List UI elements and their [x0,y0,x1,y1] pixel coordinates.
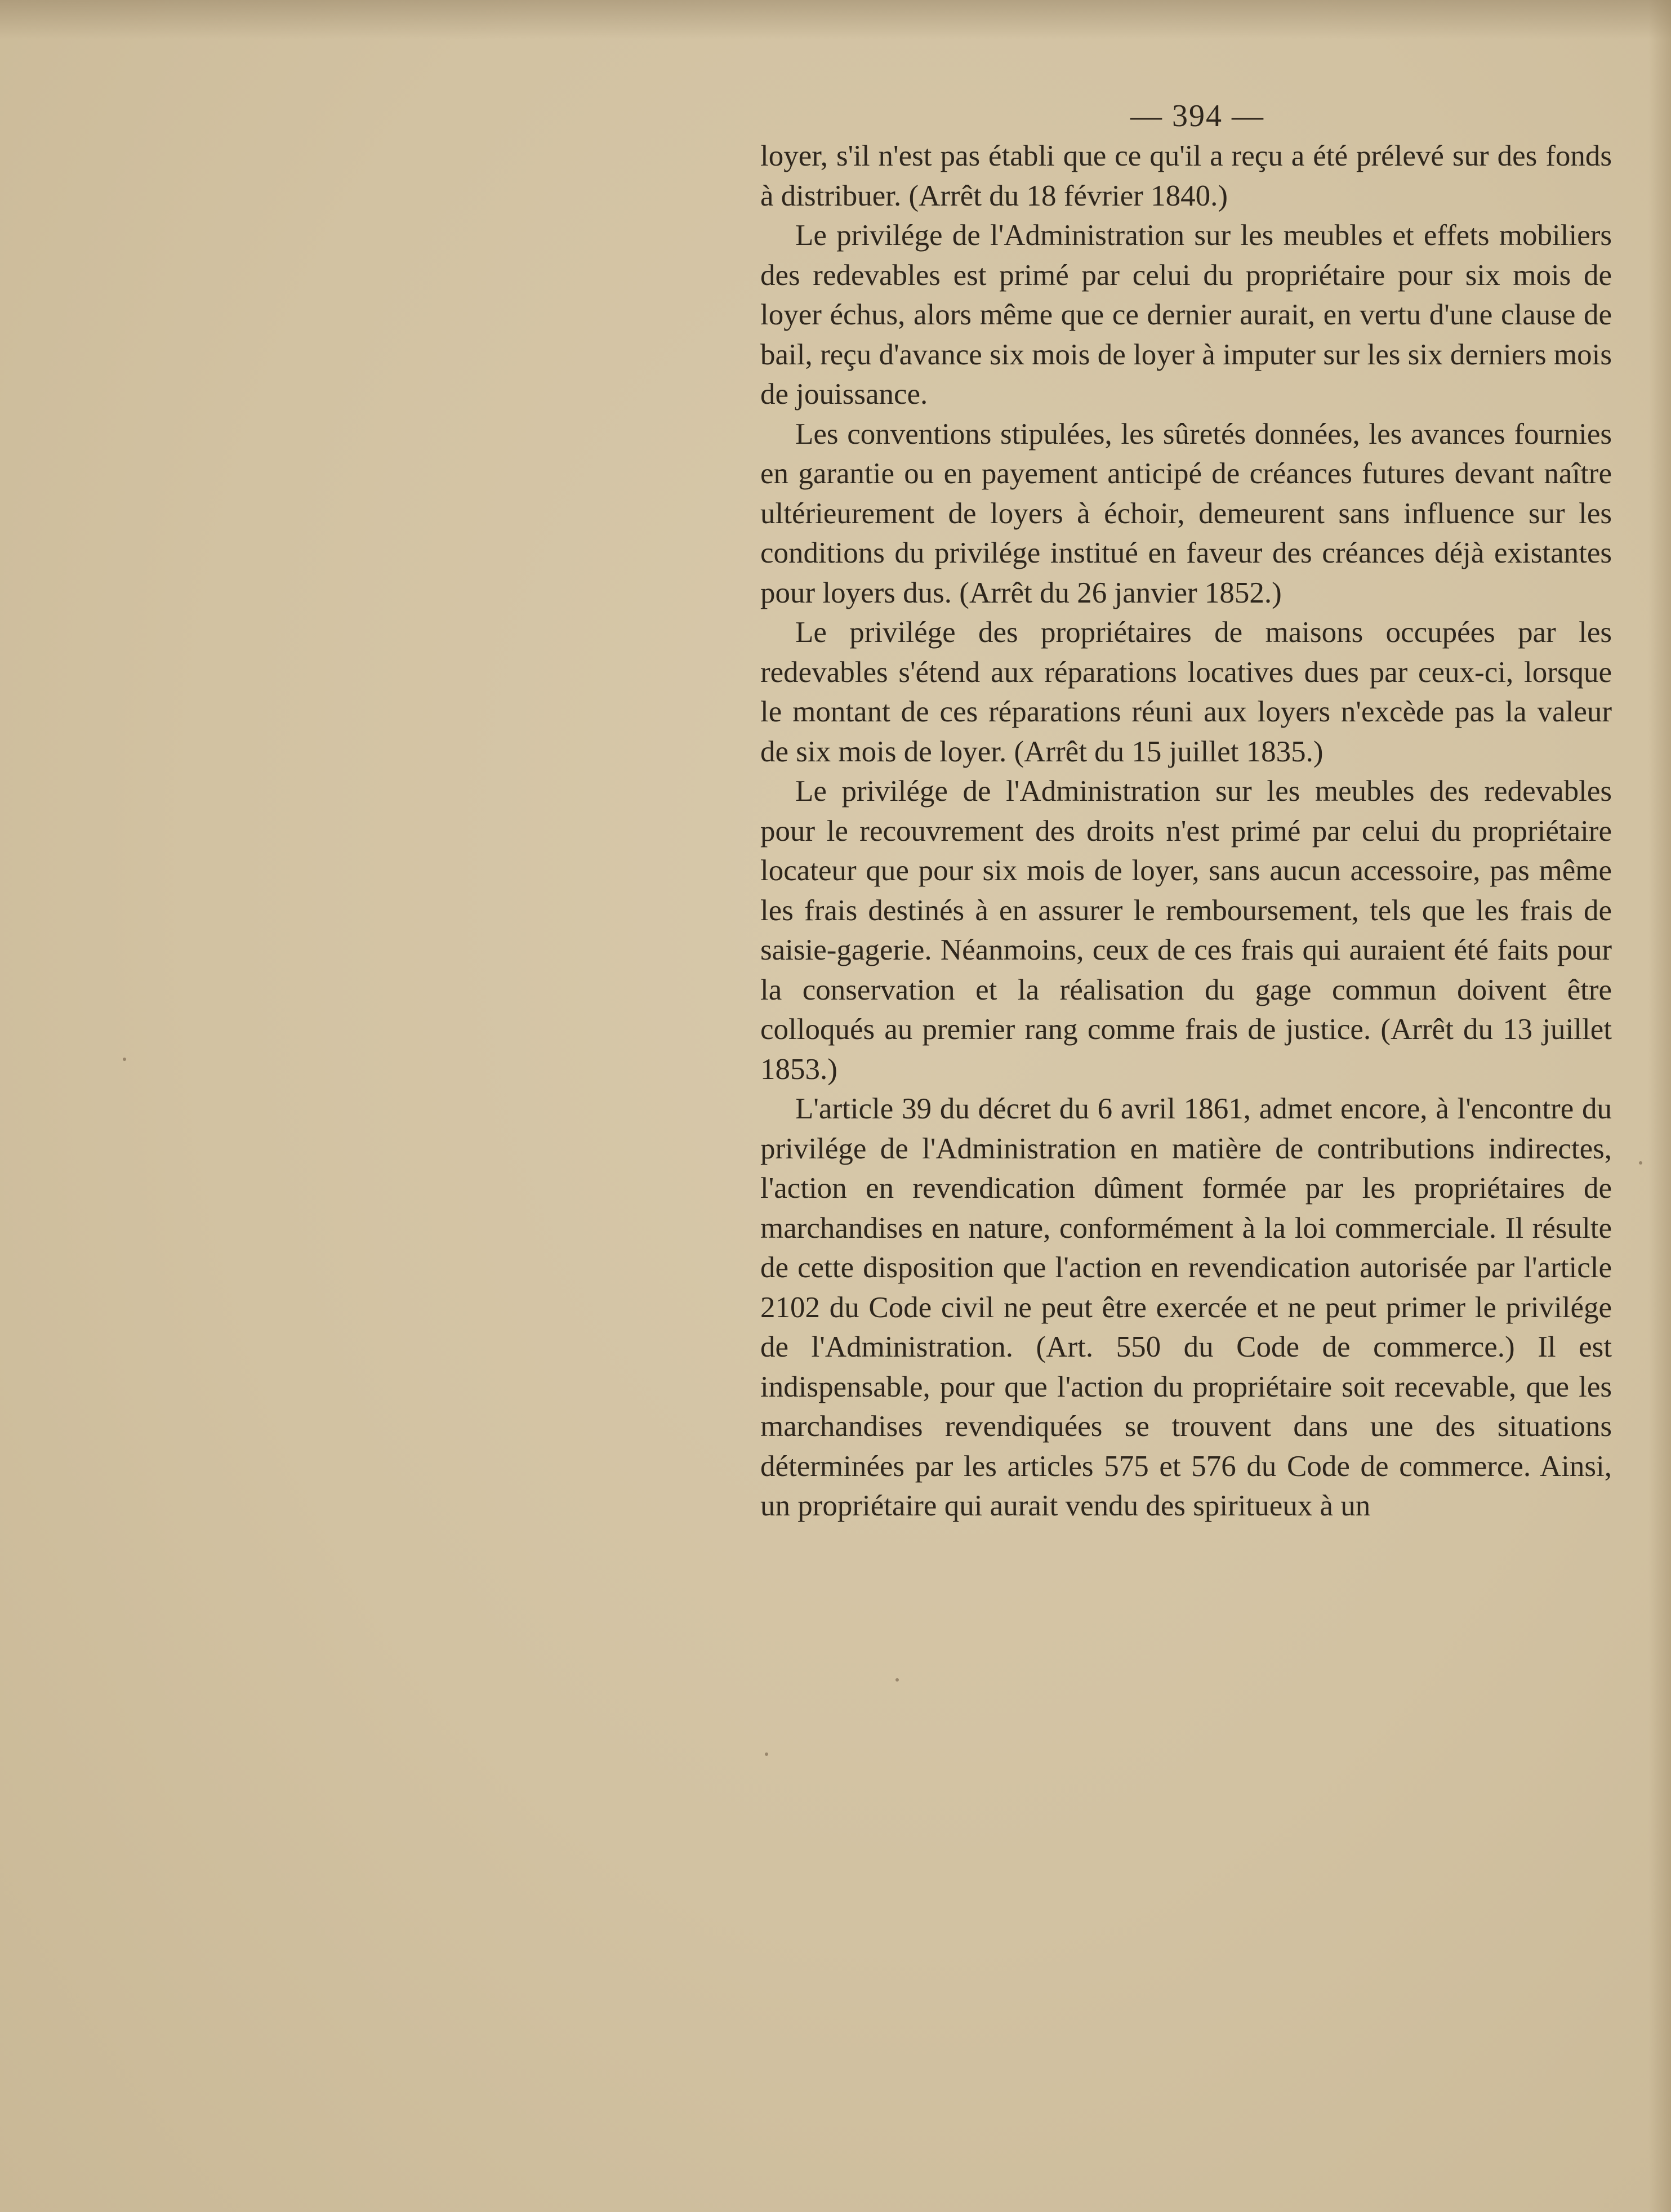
paragraph: Le privilége de l'Administration sur les meubles des redevables pour le recouvrement des droits n'est primé par celui du propriétaire locateur que pour six mois de loyer, sans aucun accessoire, pas même les frais destinés à en assurer le remboursement, tels que les frais de saisie-gagerie. Néanmoins, ceux de ces frais qui auraient été faits pour la conservation et la réalisation du gage commun doivent être colloqués au premier rang comme frais de justice. (Arrêt du 13 juillet 1853.) [760,775,1612,1086]
page-right-edge [1648,0,1671,2212]
page-number: — 394 — [1130,99,1264,133]
paragraph: Les conventions stipulées, les sûretés données, les avances fournies en garantie ou en payement anticipé de créances futures devant naître ultérieurement de loyers à échoir, demeurent sans influence sur les conditions du privilége institué en faveur des créances déjà existantes pour loyers dus. (Arrêt du 26 janvier 1852.) [760,417,1612,609]
paper-speck [765,1752,768,1756]
paper-speck [1639,1161,1642,1165]
paragraph: Le privilége de l'Administration sur les meubles et effets mobiliers des redevables est primé par celui du propriétaire pour six mois de loyer échus, alors même que ce dernier aurait, en vertu d'une clause de bail, reçu d'avance six mois de loyer à imputer sur les six derniers mois de jouissance. [760,219,1612,411]
paragraph: L'article 39 du décret du 6 avril 1861, admet encore, à l'encontre du privilége de l'Administration en matière de contributions indirectes, l'action en revendication dûment formée par les propriétaires de marchandises en nature, conformément à la loi commerciale. Il résulte de cette disposition que l'action en revendication autorisée par l'article 2102 du Code civil ne peut être exercée et ne peut primer le privilége de l'Administration. (Art. 550 du Code de commerce.) Il est indispensable, pour que l'action du propriétaire soit recevable, que les marchandises revendiquées se trouvent dans une des situations déterminées par les articles 575 et 576 du Code de commerce. Ainsi, un propriétaire qui aurait vendu des spiritueux à un [760,1092,1612,1522]
page-top-shadow [0,0,1671,39]
paragraph-continuation: loyer, s'il n'est pas établi que ce qu'il a reçu a été prélevé sur des fonds à distribuer. (Arrêt du 18 février 1840.) [760,140,1612,212]
document-text-block [760,96,1612,1526]
paragraph: Le privilége des propriétaires de maisons occupées par les redevables s'étend aux réparations locatives dues par ceux-ci, lorsque le montant de ces réparations réuni aux loyers n'excède pas la valeur de six mois de loyer. (Arrêt du 15 juillet 1835.) [760,616,1612,768]
paper-speck [895,1678,899,1682]
paper-speck [123,1058,126,1061]
